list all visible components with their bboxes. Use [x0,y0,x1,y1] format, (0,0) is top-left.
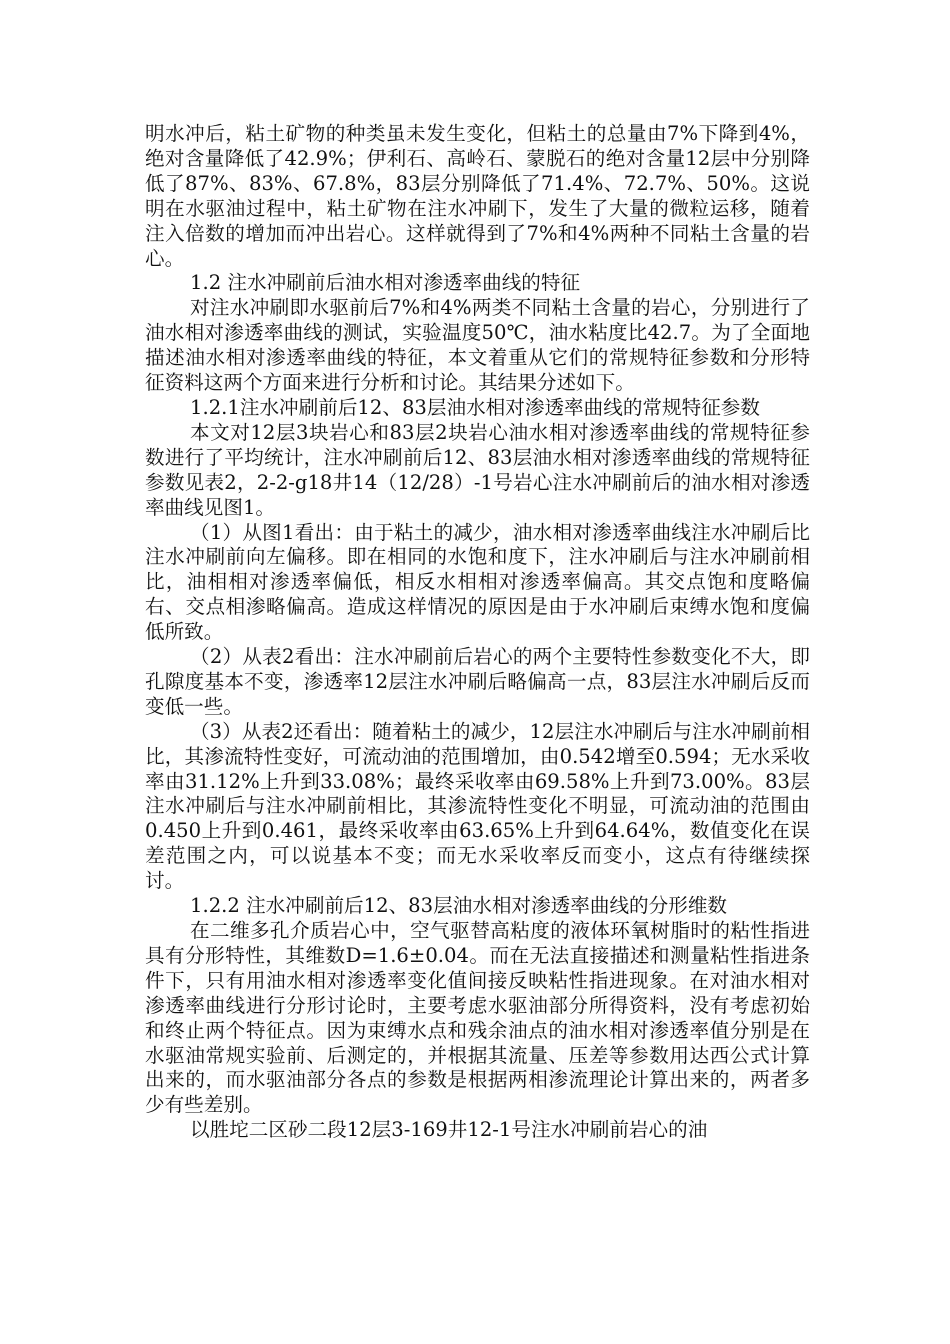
paragraph: 以胜坨二区砂二段12层3-169井12-1号注水冲刷前岩心的油 [190,1118,708,1142]
paragraph: 明水冲后，粘土矿物的种类虽未发生变化，但粘土的总量由7%下降到4%，绝对含量降低了42.9%；伊利石、高岭石、蒙脱石的绝对含量12层中分别降低了87%、83%、67.8%，83层分别降低了71.4%、72.7%、50%。这说明在水驱油过程中，粘土矿物在注水冲刷下，发生了大量的微粒运移，随着注入倍数的增加而冲出岩心。这样就得到了7%和4%两种不同粘土含量的岩心。 [145,122,810,270]
list-item: （2）从表2看出：注水冲刷前后岩心的两个主要特性参数变化不大，即孔隙度基本不变，渗透率12层注水冲刷后略偏高一点，83层注水冲刷后反而变低一些。 [145,645,810,718]
document-body [145,122,810,1143]
paragraph: 在二维多孔介质岩心中，空气驱替高粘度的液体环氧树脂时的粘性指进具有分形特性，其维数D=1.6±0.04。而在无法直接描述和测量粘性指进条件下，只有用油水相对渗透率变化值间接反映粘性指进现象。在对油水相对渗透率曲线进行分形讨论时，主要考虑水驱油部分所得资料，没有考虑初始和终止两个特征点。因为束缚水点和残余油点的油水相对渗透率值分别是在水驱油常规实验前、后测定的，并根据其流量、压差等参数用达西公式计算出来的，而水驱油部分各点的参数是根据两相渗流理论计算出来的，两者多少有些差别。 [145,919,810,1117]
list-item: （3）从表2还看出：随着粘土的减少，12层注水冲刷后与注水冲刷前相比，其渗流特性变好，可流动油的范围增加，由0.542增至0.594；无水采收率由31.12%上升到33.08%；最终采收率由69.58%上升到73.00%。83层注水冲刷后与注水冲刷前相比，其渗流特性变化不明显，可流动油的范围由0.450上升到0.461，最终采收率由63.65%上升到64.64%，数值变化在误差范围之内，可以说基本不变；而无水采收率反而变小，这点有待继续探讨。 [145,719,810,893]
list-item: （1）从图1看出：由于粘土的减少，油水相对渗透率曲线注水冲刷后比注水冲刷前向左偏移。即在相同的水饱和度下，注水冲刷后与注水冲刷前相比，油相相对渗透率偏低，相反水相相对渗透率偏高。其交点饱和度略偏右、交点相渗略偏高。造成这样情况的原因是由于水冲刷后束缚水饱和度偏低所致。 [145,520,810,644]
subsection-heading: 1.2.1注水冲刷前后12、83层油水相对渗透率曲线的常规特征参数 [190,395,760,419]
paragraph: 本文对12层3块岩心和83层2块岩心油水相对渗透率曲线的常规特征参数进行了平均统计，注水冲刷前后12、83层油水相对渗透率曲线的常规特征参数见表2，2-2-g18井14（12/28）-1号岩心注水冲刷前后的油水相对渗透率曲线见图1。 [145,420,810,519]
paragraph: 对注水冲刷即水驱前后7%和4%两类不同粘土含量的岩心，分别进行了油水相对渗透率曲线的测试，实验温度50℃，油水粘度比42.7。为了全面地描述油水相对渗透率曲线的特征，本文着重从它们的常规特征参数和分形特征资料这两个方面来进行分析和讨论。其结果分述如下。 [145,296,810,395]
subsection-heading: 1.2.2 注水冲刷前后12、83层油水相对渗透率曲线的分形维数 [190,894,728,918]
section-heading: 1.2 注水冲刷前后油水相对渗透率曲线的特征 [190,271,581,295]
